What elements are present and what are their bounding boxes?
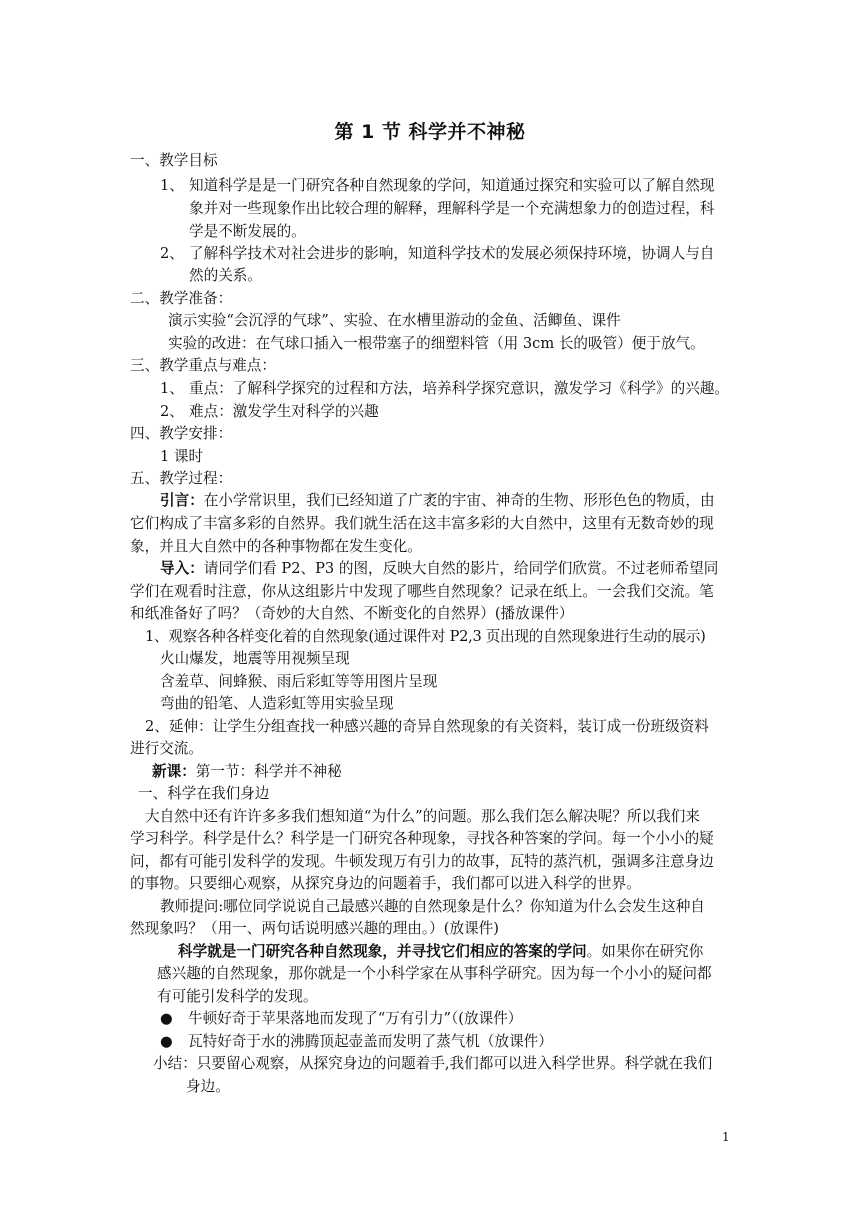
new-lesson-text: 第一节：科学并不神秘 — [195, 763, 342, 780]
objective-2-line-1: 了解科学技术对社会进步的影响，知道科学技术的发展必须保持环境，协调人与自 — [189, 245, 715, 262]
section-1-para-line-1: 大自然中还有许许多多我们想知道“为什么”的问题。那么我们怎么解决呢？所以我们来 — [145, 808, 700, 825]
definition-rest: 。如果你在研究你 — [586, 943, 704, 960]
keypoint-2-number: 2、 — [160, 403, 184, 420]
objective-2-line-2: 然的关系。 — [189, 267, 262, 284]
extend-line-1: 2、延伸：让学生分组查找一种感兴趣的奇异自然现象的有关资料，装订成一份班级资料 — [145, 718, 709, 735]
observe-line: 1、观察各种各样变化着的自然现象(通过课件对 P2,3 页出现的自然现象进行生动的展示) — [145, 628, 706, 645]
bullet-icon: ● — [160, 1010, 173, 1027]
section-1-para-line-3: 问，都有可能引发科学的发现。牛顿发现万有引力的故事，瓦特的蒸汽机，强调多注意身边 — [130, 853, 714, 870]
preparation-line-1: 演示实验“会沉浮的气球”、实验、在水槽里游动的金鱼、活鲫鱼、课件 — [168, 312, 621, 329]
bullet-item-1 — [160, 1009, 522, 1029]
observe-item-2: 含羞草、间蜂猴、雨后彩虹等等用图片呈现 — [160, 673, 438, 690]
bullet-icon: ● — [160, 1033, 173, 1050]
section-1-para-line-2: 学习科学。科学是什么？科学是一门研究各种现象，寻找各种答案的学问。每一个小小的疑 — [130, 830, 714, 847]
keypoint-1-text: 重点：了解科学探究的过程和方法，培养科学探究意识，激发学习《科学》的兴趣。 — [189, 380, 729, 397]
objective-1-line-3: 学是不断发展的。 — [189, 223, 306, 240]
objective-2-number: 2、 — [160, 245, 184, 262]
intro-text: 在小学常识里，我们已经知道了广袤的宇宙、神奇的生物、形形色色的物质，由 — [203, 492, 715, 509]
definition-line-1 — [178, 942, 703, 962]
preparation-line-2: 实验的改进：在气球口插入一根带塞子的细塑料管（用 3cm 长的吸管）便于放气。 — [168, 335, 705, 352]
intro-paragraph-line-3: 象，并且大自然中的各种事物都在发生变化。 — [130, 538, 422, 555]
page-title: 第 1 节 科学并不神秘 — [334, 121, 526, 143]
intro-paragraph-line-1 — [160, 491, 715, 511]
observe-item-3: 弯曲的铅笔、人造彩虹等用实验呈现 — [160, 695, 394, 712]
extend-line-2: 进行交流。 — [130, 740, 203, 757]
lead-paragraph-line-2: 学们在观看时注意，你从这组影片中发现了哪些自然现象？记录在纸上。一会我们交流。笔 — [130, 583, 714, 600]
schedule-text: 1 课时 — [160, 448, 204, 465]
keypoints-heading: 三、教学重点与难点： — [130, 357, 276, 374]
objectives-heading: 一、教学目标 — [130, 152, 218, 169]
definition-line-3: 有可能引发科学的发现。 — [157, 988, 318, 1005]
bullet-text-2: 瓦特好奇于水的沸腾顶起壶盖而发明了蒸气机（放课件） — [188, 1033, 553, 1050]
section-1-heading: 一、科学在我们身边 — [138, 785, 270, 802]
keypoint-1-number: 1、 — [160, 380, 184, 397]
intro-label: 引言： — [160, 492, 204, 509]
new-lesson-line — [152, 762, 342, 782]
objective-1-line-1: 知道科学是是一门研究各种自然现象的学问，知道通过探究和实验可以了解自然现 — [189, 177, 715, 194]
teacher-question-line-1: 教师提问:哪位同学说说自己最感兴趣的自然现象是什么？你知道为什么会发生这种自 — [160, 898, 705, 915]
lead-paragraph-line-1 — [160, 559, 718, 579]
teacher-question-line-2: 然现象吗？（用一、两句话说明感兴趣的理由。）(放课件) — [130, 920, 499, 937]
intro-paragraph-line-2: 它们构成了丰富多彩的自然界。我们就生活在这丰富多彩的大自然中，这里有无数奇妙的现 — [130, 515, 714, 532]
bullet-item-2 — [160, 1032, 553, 1052]
lead-text: 请同学们看 P2、P3 的图，反映大自然的影片，给同学们欣赏。不过老师希望同 — [203, 560, 719, 577]
lead-label: 导入： — [160, 560, 204, 577]
definition-bold: 科学就是一门研究各种自然现象，并寻找它们相应的答案的学问 — [178, 943, 587, 960]
new-lesson-label: 新课： — [152, 763, 196, 780]
lead-paragraph-line-3: 和纸准备好了吗？（奇妙的大自然、不断变化的自然界）(播放课件） — [130, 605, 574, 622]
keypoint-2-text: 难点：激发学生对科学的兴趣 — [189, 403, 379, 420]
observe-item-1: 火山爆发，地震等用视频呈现 — [160, 650, 350, 667]
bullet-text-1: 牛顿好奇于苹果落地而发现了“万有引力”（(放课件） — [188, 1010, 523, 1027]
definition-line-2: 感兴趣的自然现象，那你就是一个小科学家在从事科学研究。因为每一个小小的疑问都 — [157, 965, 712, 982]
section-1-para-line-4: 的事物。只要细心观察，从探究身边的问题着手，我们都可以进入科学的世界。 — [130, 875, 641, 892]
preparation-heading: 二、教学准备： — [130, 290, 233, 307]
summary-line-2: 身边。 — [186, 1078, 230, 1095]
summary-line-1: 小结：只要留心观察，从探究身边的问题着手,我们都可以进入科学世界。科学就在我们 — [153, 1055, 713, 1072]
schedule-heading: 四、教学安排： — [130, 425, 233, 442]
process-heading: 五、教学过程： — [130, 470, 233, 487]
objective-1-line-2: 象并对一些现象作出比较合理的解释，理解科学是一个充满想象力的创造过程，科 — [189, 200, 715, 217]
page-number: 1 — [722, 1130, 730, 1144]
objective-1-number: 1、 — [160, 177, 184, 194]
